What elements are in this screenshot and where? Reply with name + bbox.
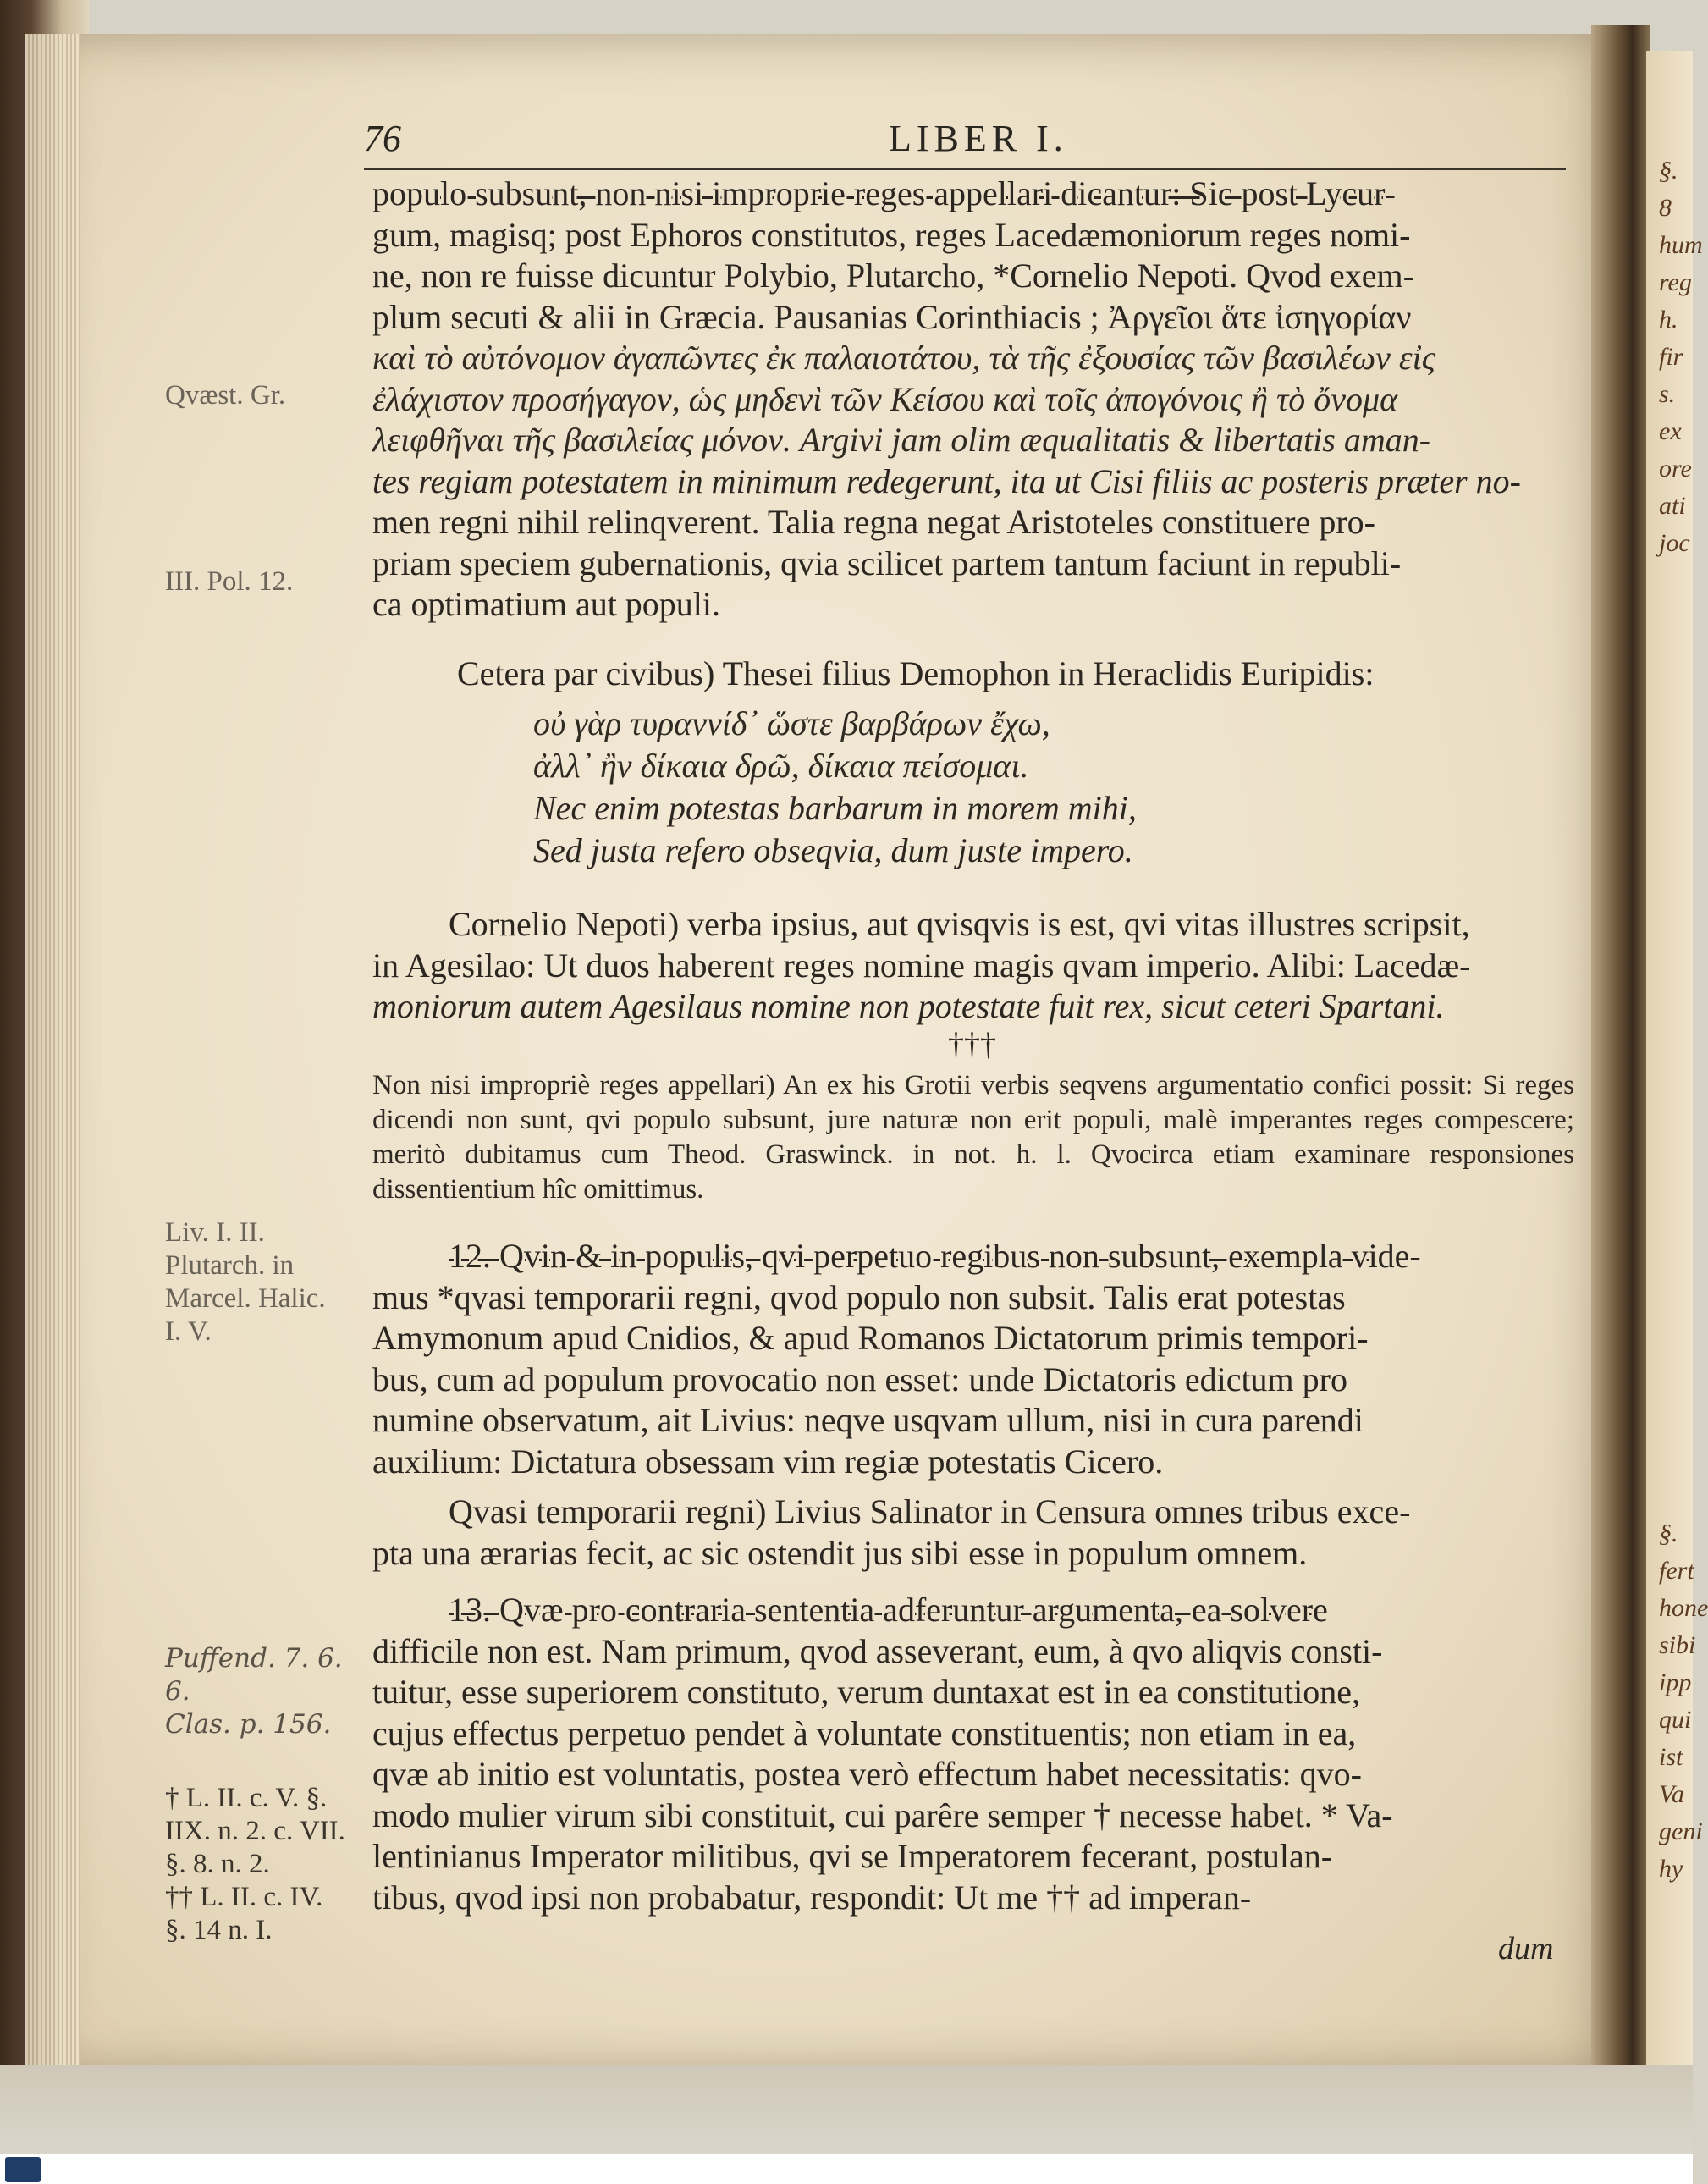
handwriting-word: fert [1659, 1557, 1694, 1585]
handwriting-word: Va [1659, 1780, 1684, 1808]
text-line: Qvasi temporarii regni) Livius Salinator in Censura omnes tribus exce- [449, 1492, 1411, 1530]
handwriting-word: ati [1659, 492, 1686, 520]
margin-note-line: Liv. I. II. [165, 1217, 265, 1248]
margin-note-group [165, 1782, 368, 1947]
text-line: pta una ærarias fecit, ac sic ostendit jus sibi esse in populum omnem. [372, 1533, 1308, 1572]
text-line: auxilium: Dictatura obsessam vim regiæ potestatis Cicero. [372, 1442, 1164, 1481]
handwriting-word: hy [1659, 1855, 1683, 1883]
facing-page-handwriting-bottom [1659, 1515, 1708, 1888]
text-line: gum, magisq; post Ephoros constitutos, reges Lacedæmoniorum reges nomi- [372, 215, 1411, 254]
text-line: mus *qvasi temporarii regni, qvod populo non subsit. Talis erat potestas [372, 1277, 1346, 1316]
handwriting-word: hone [1659, 1594, 1708, 1622]
margin-note: Qvæst. Gr. [165, 380, 286, 411]
book-gutter [1591, 25, 1650, 2082]
margin-note-group [165, 1216, 368, 1348]
footer-bar [0, 2154, 1693, 2184]
handwriting-word: ist [1659, 1743, 1683, 1771]
verse-line: οὐ γὰρ τυραννίδ᾽ ὥστε βαρβάρων ἔχω, [533, 704, 1050, 742]
dagger-marks: ††† [948, 1027, 996, 1062]
margin-note-line: I. V. [165, 1316, 212, 1347]
annotation-note: Non nisi impropriè reges appellari) An ex his Grotii verbis seqvens argumentatio confici possit: Si reges dicendi non sunt, qvi populo subsunt, jure naturæ non erit populi, malè imperantes reges compescere; meritò dubitamus cum Theod. Graswinck. in not. h. l. Qvocirca etiam examinare responsiones dissentientium hîc omittimus. [372, 1070, 1574, 1205]
paragraph-3 [372, 1236, 1574, 1482]
handwriting-word: s. [1659, 380, 1676, 408]
page-number: 76 [364, 118, 401, 159]
paragraph-4 [372, 1492, 1574, 1574]
text-line: moniorum autem Agesilaus nomine non potestate fuit rex, sicut ceteri Spartani. [372, 987, 1445, 1025]
text-line: in Agesilao: Ut duos haberent reges nomine magis qvam imperio. Alibi: Lacedæ- [372, 946, 1471, 984]
verse-line: Sed justa refero obseqvia, dum juste impero. [533, 831, 1133, 869]
handwriting-word: reg [1659, 268, 1692, 296]
text-line: populo subsunt, non nisi improprie reges appellari dicantur: Sic post Lycur- [372, 174, 1396, 212]
text-line: priam speciem gubernationis, qvia scilicet partem tantum faciunt in republi- [372, 543, 1402, 582]
handwriting-word: joc [1659, 529, 1690, 557]
library-logo-icon [5, 2157, 41, 2182]
handwriting-word: sibi [1659, 1631, 1696, 1659]
text-line: Cornelio Nepoti) verba ipsius, aut qvisqvis is est, qvi vitas illustres scripsit, [449, 905, 1470, 943]
text-line: Amymonum apud Cnidios, & apud Romanos Dictatorum primis tempori- [372, 1319, 1369, 1357]
catchword: dum [1498, 1931, 1554, 1966]
text-line: 12. Qvin & in populis, qvi perpetuo regibus non subsunt, exempla vide- [449, 1237, 1421, 1275]
verse-line: ἀλλ᾽ ἢν δίκαια δρῶ, δίκαια πείσομαι. [533, 747, 1029, 785]
handwriting-word: §. 8 [1659, 157, 1678, 222]
handwriting-word: §. [1659, 1519, 1678, 1547]
text-line: cujus effectus perpetuo pendet à voluntate constituentis; non etiam in ea, [372, 1713, 1357, 1752]
running-title: LIBER I. [889, 118, 1068, 159]
text-line: tes regiam potestatem in minimum redegerunt, ita ut Cisi filiis ac posteris præter no- [372, 461, 1521, 500]
text-line: ne, non re fuisse dicuntur Polybio, Plutarcho, *Cornelio Nepoti. Qvod exem- [372, 256, 1414, 295]
verse-line: Nec enim potestas barbarum in morem mihi, [533, 789, 1137, 827]
handwritten-margin-note [165, 1642, 368, 1741]
handwriting-word: ore [1659, 455, 1692, 483]
handwriting-word: qui [1659, 1706, 1692, 1734]
handwriting-word: fir [1659, 343, 1683, 371]
greek-line: λειφθῆναι τῆς βασιλείας μόνον. Argivi jam olim æqualitatis & libertatis aman- [372, 421, 1431, 459]
text-line: tibus, qvod ipsi non probabatur, respondit: Ut me †† ad imperan- [372, 1878, 1252, 1917]
text-line: difficile non est. Nam primum, qvod asseverant, eum, à qvo aliqvis consti- [372, 1631, 1383, 1670]
paragraph-1 [372, 174, 1574, 626]
text-line: lentinianus Imperator militibus, qvi se Imperatorem fecerant, postulan- [372, 1837, 1333, 1875]
text-line: 13. Qvæ pro contraria sententia adferuntur argumenta, ea solvere [449, 1591, 1328, 1629]
cetera-line: Cetera par civibus) Thesei filius Demophon in Heraclidis Euripidis: [457, 654, 1375, 692]
handwriting-word: geni [1659, 1817, 1703, 1845]
verse-quotation [516, 703, 1532, 872]
text-line: tuitur, esse superiorem constituto, verum duntaxat est in ea constitutione, [372, 1673, 1361, 1711]
margin-note-line: Clas. p. 156. [165, 1709, 332, 1740]
head-rule [364, 168, 1566, 170]
handwriting-word: hum [1659, 231, 1703, 259]
margin-note: III. Pol. 12. [165, 566, 294, 597]
margin-note-line: †† L. II. c. IV. [165, 1882, 323, 1912]
greek-line: καὶ τὸ αὐτόνομον ἀγαπῶντες ἐκ παλαιοτάτου, τὰ τῆς ἐξουσίας τῶν βασιλέων εἰς [372, 339, 1435, 377]
text-line: men regni nihil relinqverent. Talia regna negat Aristoteles constituere pro- [372, 503, 1375, 541]
greek-line: ἐλάχιστον προσήγαγον, ὡς μηδενὶ τῶν Κείσου καὶ τοῖς ἀπογόνοις ἢ τὸ ὄνομα [372, 379, 1398, 418]
text-line: modo mulier virum sibi constituit, cui parêre semper † necesse habet. * Va- [372, 1795, 1393, 1834]
margin-note-line: §. 8. n. 2. [165, 1849, 270, 1879]
text-line: numine observatum, ait Livius: neqve usqvam ullum, nisi in cura parendi [372, 1401, 1364, 1439]
margin-note-line: Puffend. 7. 6. 6. [165, 1643, 343, 1707]
facing-page-handwriting-top [1659, 152, 1703, 562]
text-line: bus, cum ad populum provocatio non esset: unde Dictatoris edictum pro [372, 1359, 1347, 1398]
paragraph-2 [372, 904, 1574, 1028]
page-edges [25, 34, 89, 2082]
running-head [364, 117, 1566, 168]
handwriting-word: ipp [1659, 1668, 1692, 1696]
paragraph-5 [372, 1590, 1574, 1918]
text-line: qvæ ab initio est voluntatis, postea verò effectum habet necessitatis: qvo- [372, 1755, 1362, 1793]
text-line: ca optimatium aut populi. [372, 585, 721, 623]
handwriting-word: ex [1659, 417, 1682, 445]
margin-note-line: IIX. n. 2. c. VII. [165, 1816, 345, 1846]
margin-note-line: † L. II. c. V. §. [165, 1783, 328, 1813]
text-line: plum secuti & alii in Græcia. Pausanias Corinthiacis ; Ἀργεῖοι ἅτε ἰσηγορίαν [372, 297, 1412, 336]
margin-note-line: §. 14 n. I. [165, 1915, 273, 1945]
handwriting-word: h. [1659, 306, 1678, 334]
margin-note-line: Marcel. Halic. [165, 1283, 326, 1314]
margin-note-line: Plutarch. in [165, 1250, 295, 1281]
